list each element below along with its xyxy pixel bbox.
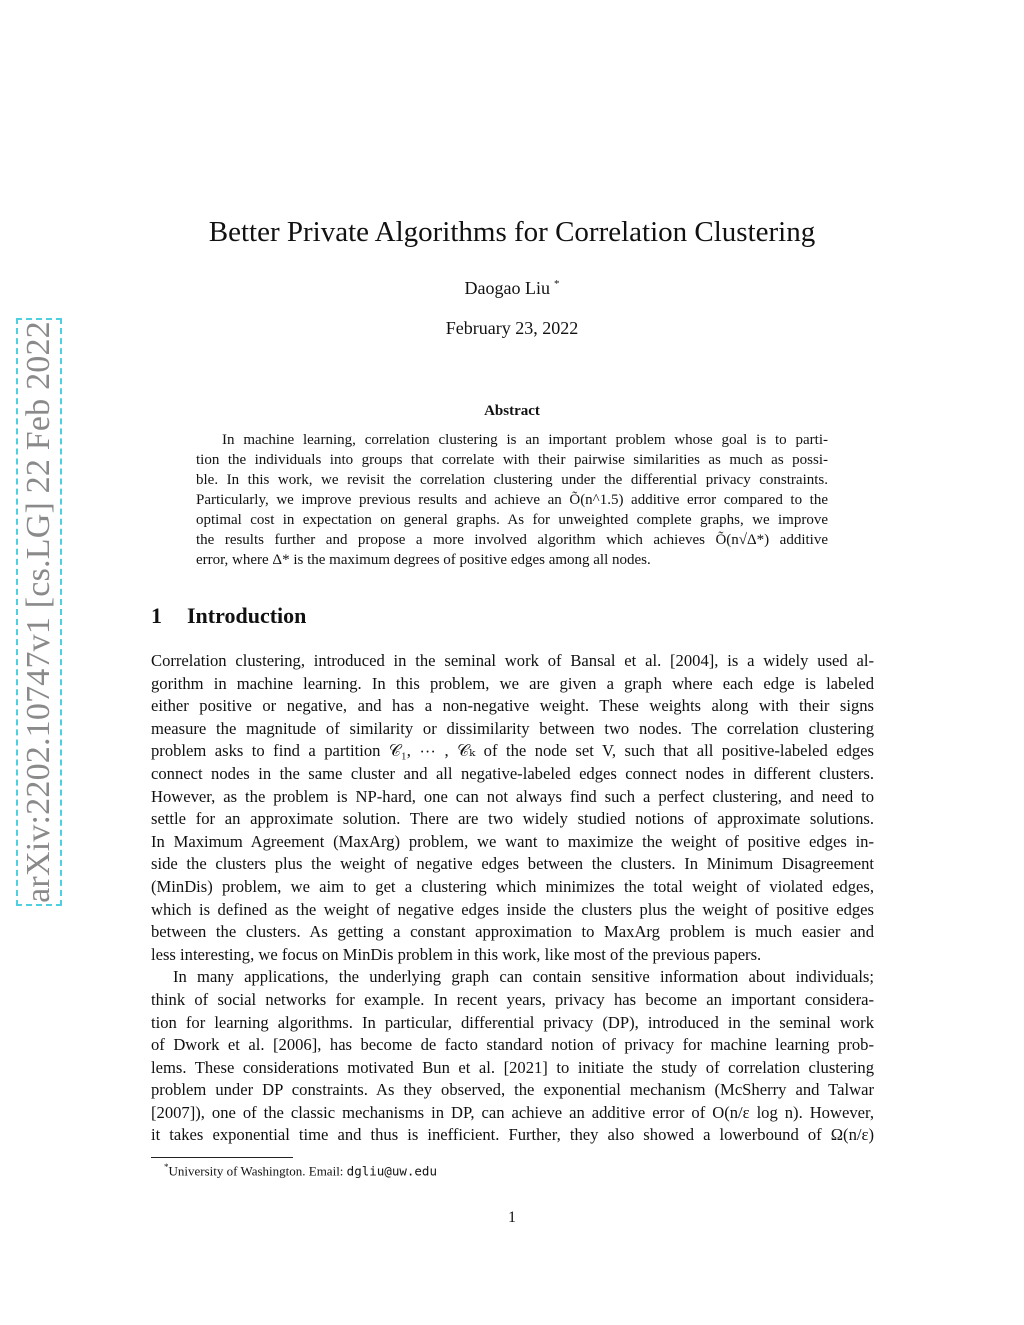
- abstract-line: optimal cost in expectation on general graphs. As for unweighted complete graphs, we improve: [196, 512, 828, 528]
- section-title: Introduction: [187, 603, 307, 628]
- abstract-line: ble. In this work, we revisit the correlation clustering under the differential privacy constraints.: [196, 472, 828, 488]
- author-name: Daogao Liu: [464, 278, 550, 298]
- body-line: Correlation clustering, introduced in the seminal work of Bansal et al. [2004], is a widely used al-: [151, 651, 874, 670]
- paper-title: Better Private Algorithms for Correlation Clustering: [208, 216, 816, 248]
- body-line: connect nodes in the same cluster and all negative-labeled edges connect nodes in different clusters.: [151, 763, 874, 783]
- body-line: tion for learning algorithms. In particular, differential privacy (DP), introduced in the seminal work: [151, 1012, 874, 1032]
- abstract-line: In machine learning, correlation clustering is an important problem whose goal is to parti-: [222, 432, 828, 448]
- footnote-text: University of Washington. Email:: [168, 1163, 347, 1179]
- introduction-body: [151, 650, 874, 1147]
- author-email-link[interactable]: dgliu@uw.edu: [346, 1163, 437, 1179]
- body-line: problem under DP constraints. As they observed, the exponential mechanism (McSherry and Talwar: [151, 1080, 874, 1100]
- body-line: think of social networks for example. In recent years, privacy has become an important considera-: [151, 989, 874, 1009]
- abstract-body: [196, 430, 828, 570]
- body-line: gorithm in machine learning. In this problem, we are given a graph where each edge is labeled: [151, 673, 874, 693]
- body-line: measure the magnitude of similarity or dissimilarity between two nodes. The correlation clustering: [151, 718, 874, 738]
- footnote-mark: *: [164, 1162, 169, 1172]
- paper-date: February 23, 2022: [445, 318, 579, 338]
- footnote: [164, 1162, 437, 1179]
- abstract-line: Particularly, we improve previous results and achieve an Õ(n^1.5) additive error compared to the: [196, 492, 828, 508]
- body-line: either positive or negative, and has a non-negative weight. These weights along with their signs: [151, 696, 874, 716]
- abstract-line: the results further and propose a more involved algorithm which achieves Õ(n√Δ*) additive: [196, 532, 828, 548]
- body-line: However, as the problem is NP-hard, one can not always find such a perfect clustering, and need to: [151, 786, 874, 806]
- abstract-line: tion the individuals into groups that correlate with their pairwise similarities as much as possi-: [196, 452, 828, 468]
- body-line: In many applications, the underlying graph can contain sensitive information about individuals;: [173, 967, 874, 987]
- body-line: of Dwork et al. [2006], has become de facto standard notion of privacy for machine learning prob-: [151, 1035, 874, 1055]
- body-line: it takes exponential time and thus is inefficient. Further, they also showed a lowerbound of Ω(n/ε): [151, 1125, 874, 1145]
- author-footnote-mark: *: [553, 278, 560, 290]
- body-line: problem asks to find a partition 𝒞₁, ⋯ , 𝒞ₖ of the node set V, such that all positive-labeled edges: [151, 741, 874, 761]
- section-number: 1: [151, 603, 162, 628]
- abstract-line: error, where Δ* is the maximum degrees of positive edges among all nodes.: [196, 552, 651, 568]
- abstract-heading: Abstract: [484, 403, 540, 419]
- body-line: lems. These considerations motivated Bun et al. [2021] to initiate the study of correlation clustering: [151, 1057, 874, 1077]
- body-line: between the clusters. As getting a constant approximation to MaxArg problem is much easier and: [151, 922, 874, 942]
- author-line: [0, 278, 1024, 299]
- page-number: 1: [508, 1209, 516, 1226]
- body-line: (MinDis) problem, we aim to get a clustering which minimizes the total weight of violated edges,: [151, 876, 874, 896]
- body-line: which is defined as the weight of negative edges inside the clusters plus the weight of positive edges: [151, 899, 874, 919]
- body-line: less interesting, we focus on MinDis problem in this work, like most of the previous papers.: [151, 944, 762, 964]
- section-heading: [151, 603, 306, 629]
- arxiv-identifier: arXiv:2202.10747v1 [cs.LG] 22 Feb 2022: [20, 321, 57, 903]
- body-line: settle for an approximate solution. There are two widely studied notions of approximate solutions.: [151, 809, 874, 829]
- body-line: In Maximum Agreement (MaxArg) problem, we want to maximize the weight of positive edges in-: [151, 831, 874, 851]
- footnote-rule: [151, 1157, 293, 1158]
- body-line: [2007]), one of the classic mechanisms in DP, can achieve an additive error of O(n/ε log n). However,: [151, 1102, 874, 1122]
- body-line: side the clusters plus the weight of negative edges between the clusters. In Minimum Disagreement: [151, 854, 874, 874]
